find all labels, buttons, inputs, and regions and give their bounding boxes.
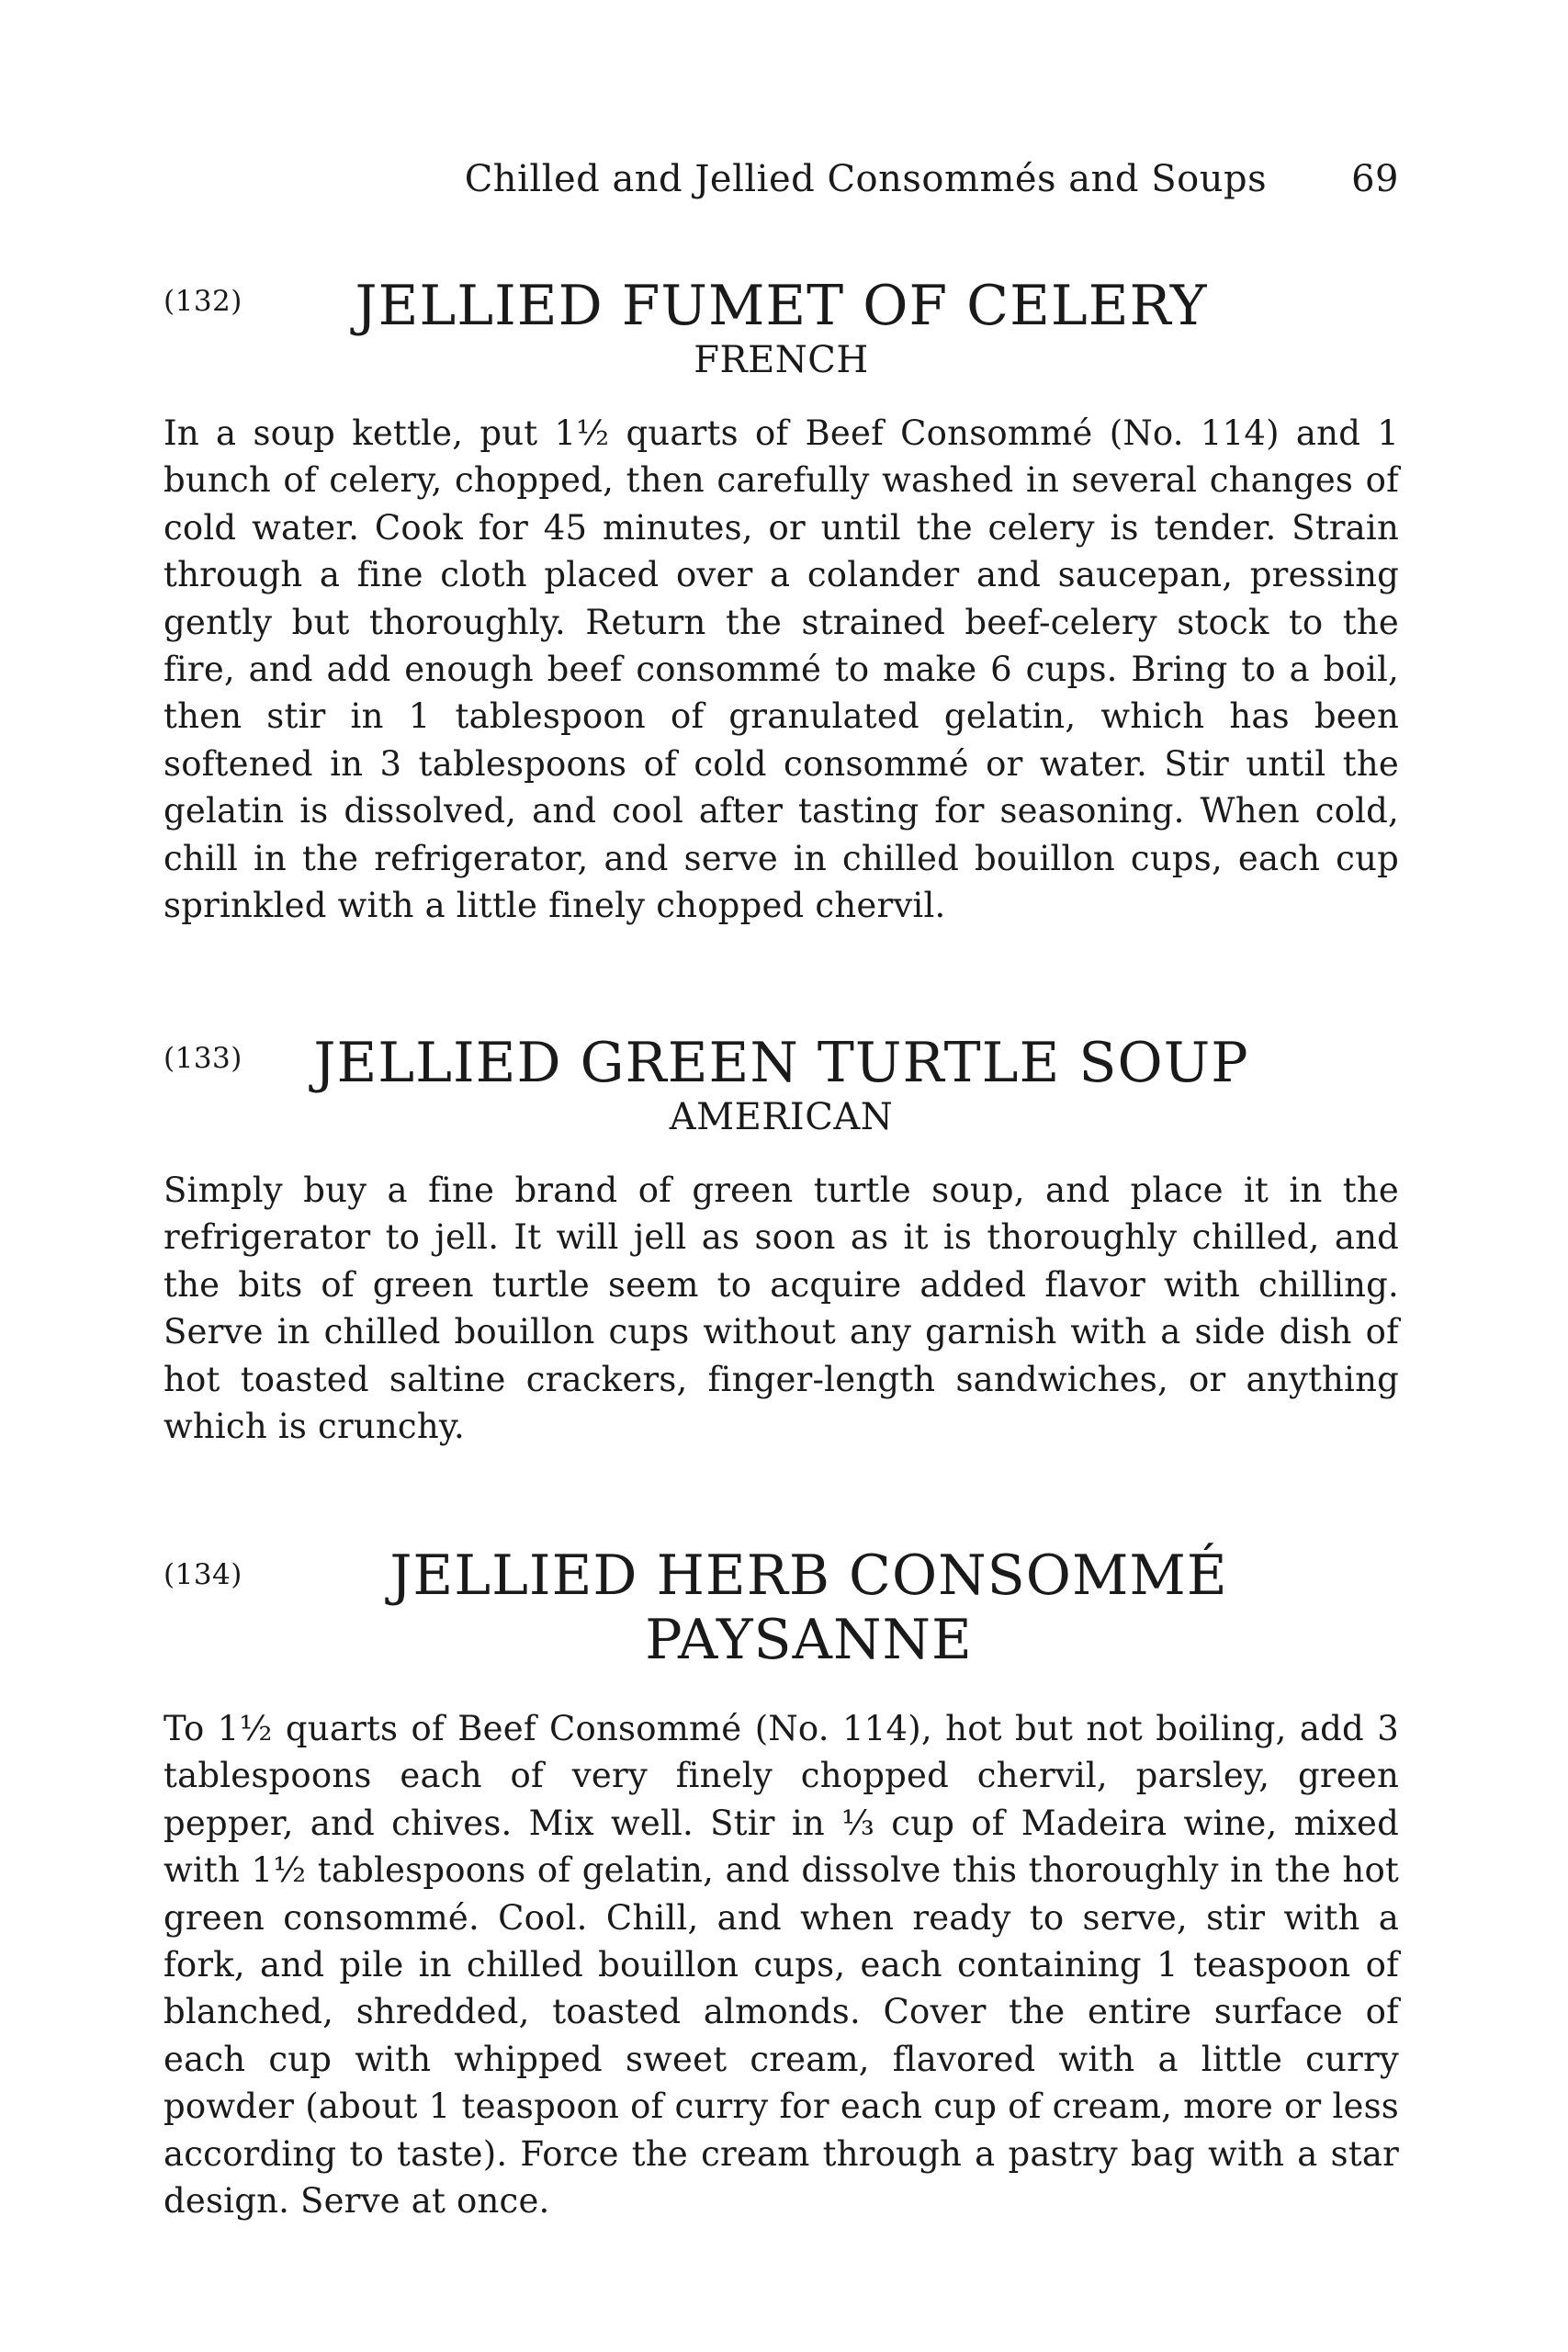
page-number: 69 — [1351, 158, 1399, 200]
recipe-origin: AMERICAN — [669, 1096, 894, 1138]
recipe-body: To 1½ quarts of Beef Consommé (No. 114), hot but not boiling, add 3 tablespoons each of very finely chopped chervil, parsley, green pepper, and chives. Mix well. Stir in ⅓ cup of Madeira wine, mixed with 1½ tablespoons of gelatin, and dissolve this thoroughly in the hot green consommé. Cool. Chill, and when ready to serve, stir with a fork, and pile in chilled bouillon cups, each containing 1 teaspoon of blanched, shredded, toasted almonds. Cover the entire surface of each cup with whipped sweet cream, flavored with a little curry powder (about 1 teaspoon of curry for each cup of cream, more or less according to taste). Force the cream through a pastry bag with a star design. Serve at once. — [164, 1709, 1399, 2222]
running-head-title: Chilled and Jellied Consommés and Soups — [464, 158, 1268, 200]
recipe-number: (132) — [164, 285, 243, 318]
recipe-number: (134) — [164, 1558, 243, 1591]
recipe-body: In a soup kettle, put 1½ quarts of Beef Consommé (No. 114) and 1 bunch of celery, chopped, then carefully washed in several changes of cold water. Cook for 45 minutes, or until the celery is tender. Strain through a fine cloth placed over a colander and saucepan, pressing gently but thoroughly. Return the strained beef-celery stock to the fire, and add enough beef consommé to make 6 cups. Bring to a boil, then stir in 1 tablespoon of granulated gelatin, which has been softened in 3 tablespoons of cold consommé or water. Stir until the gelatin is dissolved, and cool after tasting for seasoning. When cold, chill in the refrigerator, and serve in chilled bouillon cups, each cup sprinkled with a little finely chopped chervil. — [164, 413, 1399, 926]
recipe-title: JELLIED FUMET OF CELERY — [355, 274, 1208, 338]
recipe-origin: FRENCH — [694, 339, 869, 381]
recipe-134 — [164, 1544, 1399, 2224]
running-head — [0, 158, 1399, 200]
recipe-body: Simply buy a fine brand of green turtle soup, and place it in the refrigerator to jell. It will jell as soon as it is thoroughly chilled, and the bits of green turtle seem to acquire added flavor with chilling. Serve in chilled bouillon cups without any garnish with a side dish of hot toasted saltine crackers, finger-length sandwiches, or anything which is crunchy. — [164, 1170, 1399, 1447]
recipe-title: JELLIED HERB CONSOMMÉ PAYSANNE — [389, 1544, 1228, 1672]
recipe-133 — [164, 1031, 1399, 1450]
recipe-number: (133) — [164, 1042, 243, 1075]
recipe-132 — [164, 274, 1399, 929]
recipe-title: JELLIED GREEN TURTLE SOUP — [313, 1031, 1249, 1095]
